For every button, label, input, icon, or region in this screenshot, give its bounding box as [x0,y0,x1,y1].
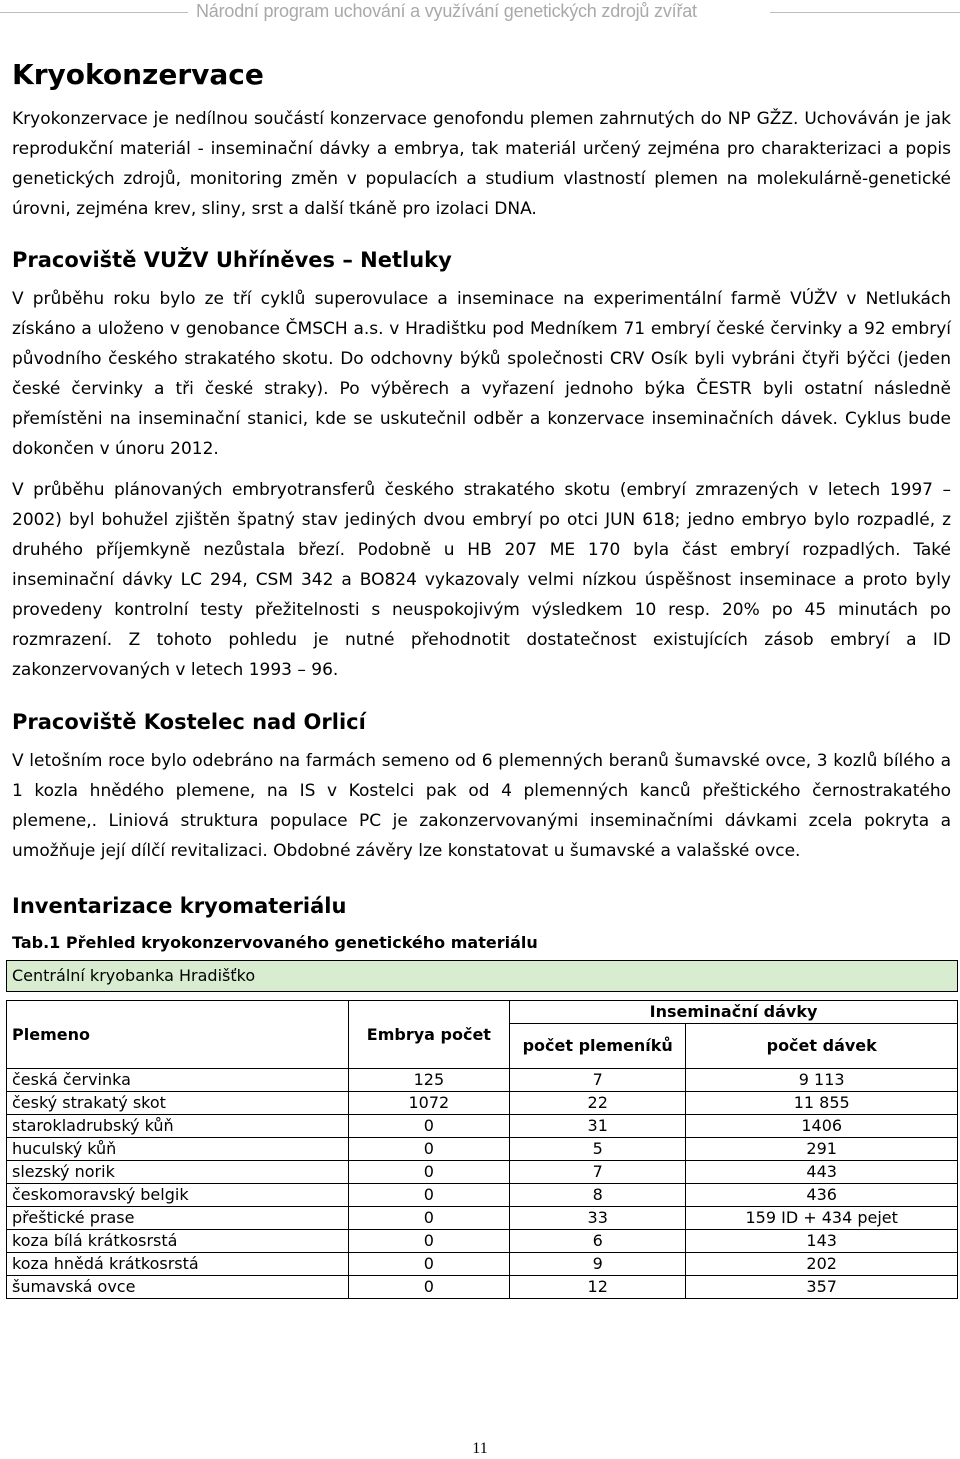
header-embryos: Embrya počet [348,1001,509,1069]
table-header-row-1 [7,1001,958,1024]
sires-cell: 31 [510,1115,686,1138]
running-title: Národní program uchování a využívání genetických zdrojů zvířat [196,1,697,21]
embryos-cell: 0 [348,1184,509,1207]
intro-paragraph: Kryokonzervace je nedílnou součástí konzervace genofondu plemen zahrnutých do NP GŽZ. Uchováván je jak reprodukční materiál - inseminační dávky a embrya, tak materiál určený zejména pro charakterizaci a popis genetických zdrojů, monitoring změn v populacích a studium vlastností plemen na molekulárně-genetické úrovni, zejména krev, sliny, srst a další tkáně pro izolaci DNA. [12,109,951,219]
sires-cell: 22 [510,1092,686,1115]
table-row [7,1161,958,1184]
breed-cell: šumavská ovce [7,1276,349,1299]
page-number: 11 [472,1440,488,1457]
cryo-material-table [6,960,958,1299]
kostelec-paragraph: V letošním roce bylo odebráno na farmách semeno od 6 plemenných beranů šumavské ovce, 3 kozlů bílého a 1 kozla hnědého plemene, na IS v Kostelci pak od 4 plemenných kanců přeštického černostrakatého plemene,. Liniová struktura populace PC je zakonzervovanými inseminačními dávkami zcela pokryta a umožňuje její dílčí revitalizaci. Obdobné závěry lze konstatovat u šumavské a valašské ovce. [12,751,951,861]
breed-cell: slezský norik [7,1161,349,1184]
embryos-cell: 1072 [348,1092,509,1115]
page-title: Kryokonzervace [12,58,264,91]
bank-name-cell: Centrální kryobanka Hradišťko [7,961,958,992]
table-caption: Tab.1 Přehled kryokonzervovaného genetického materiálu [12,933,538,952]
header-rule-right [770,12,960,13]
table-body [7,1069,958,1299]
breed-cell: huculský kůň [7,1138,349,1161]
sires-cell: 7 [510,1161,686,1184]
table-row [7,1230,958,1253]
netluky-paragraph-1: V průběhu roku bylo ze tří cyklů superovulace a inseminace na experimentální farmě VÚŽV v Netlukách získáno a uloženo v genobance ČMSCH a.s. v Hradištku pod Medníkem 71 embryí české červinky a 92 embryí původního českého strakatého skotu. Do odchovny býků společnosti CRV Osík byli vybráni čtyři býčci (jeden české červinky a tři české straky). Po výběrech a vyřazení jednoho býka ČESTR byli ostatní následně přemístěni na inseminační stanici, kde se uskutečnil odběr a konzervace inseminačních dávek. Cyklus bude dokončen v únoru 2012. [12,289,951,459]
sires-cell: 12 [510,1276,686,1299]
doses-cell: 291 [686,1138,958,1161]
doses-cell: 143 [686,1230,958,1253]
embryos-cell: 0 [348,1276,509,1299]
embryos-cell: 0 [348,1230,509,1253]
table-row [7,1115,958,1138]
table-row [7,1253,958,1276]
breed-cell: česká červinka [7,1069,349,1092]
doses-cell: 1406 [686,1115,958,1138]
table-row [7,1184,958,1207]
section-heading-kostelec: Pracoviště Kostelec nad Orlicí [12,710,366,734]
section-heading-netluky: Pracoviště VUŽV Uhříněves – Netluky [12,248,452,272]
breed-cell: přeštické prase [7,1207,349,1230]
page-content [12,58,951,1299]
sires-cell: 8 [510,1184,686,1207]
sires-cell: 6 [510,1230,686,1253]
breed-cell: koza hnědá krátkosrstá [7,1253,349,1276]
bank-row [7,961,958,992]
header-breed: Plemeno [7,1001,349,1069]
doses-cell: 159 ID + 434 pejet [686,1207,958,1230]
table-row [7,1138,958,1161]
doses-cell: 436 [686,1184,958,1207]
embryos-cell: 0 [348,1253,509,1276]
spacer-row [7,992,958,1001]
running-header [0,0,960,22]
sires-cell: 5 [510,1138,686,1161]
breed-cell: českomoravský belgik [7,1184,349,1207]
doses-cell: 357 [686,1276,958,1299]
embryos-cell: 0 [348,1115,509,1138]
embryos-cell: 0 [348,1207,509,1230]
embryos-cell: 125 [348,1069,509,1092]
header-insemination-doses: Inseminační dávky [510,1001,958,1024]
doses-cell: 202 [686,1253,958,1276]
doses-cell: 11 855 [686,1092,958,1115]
doses-cell: 9 113 [686,1069,958,1092]
sires-cell: 9 [510,1253,686,1276]
table-row [7,1207,958,1230]
netluky-paragraph-2: V průběhu plánovaných embryotransferů českého strakatého skotu (embryí zmrazených v letech 1997 – 2002) byl bohužel zjištěn špatný stav jediných dvou embryí po otci JUN 618; jedno embryo bylo rozpadlé, z druhého příjemkyně nezůstala březí. Podobně u HB 207 ME 170 byla část embryí rozpadlých. Také inseminační dávky LC 294, CSM 342 a BO824 vykazovaly velmi nízkou úspěšnost inseminace a proto byly provedeny kontrolní testy přežitelnosti s neuspokojivým výsledkem 10 resp. 20% po 45 minutách po rozmrazení. Z tohoto pohledu je nutné přehodnotit dostatečnost existujících zásob embryí a ID zakonzervovaných v letech 1993 – 96. [12,480,951,680]
sires-cell: 7 [510,1069,686,1092]
table-row [7,1069,958,1092]
section-heading-inventory: Inventarizace kryomateriálu [12,894,347,918]
header-rule-left [0,12,188,13]
breed-cell: koza bílá krátkosrstá [7,1230,349,1253]
sires-cell: 33 [510,1207,686,1230]
doses-cell: 443 [686,1161,958,1184]
embryos-cell: 0 [348,1138,509,1161]
header-doses-count: počet dávek [686,1024,958,1069]
table-row [7,1276,958,1299]
header-sires-count: počet plemeníků [510,1024,686,1069]
breed-cell: starokladrubský kůň [7,1115,349,1138]
table-row [7,1092,958,1115]
breed-cell: český strakatý skot [7,1092,349,1115]
embryos-cell: 0 [348,1161,509,1184]
